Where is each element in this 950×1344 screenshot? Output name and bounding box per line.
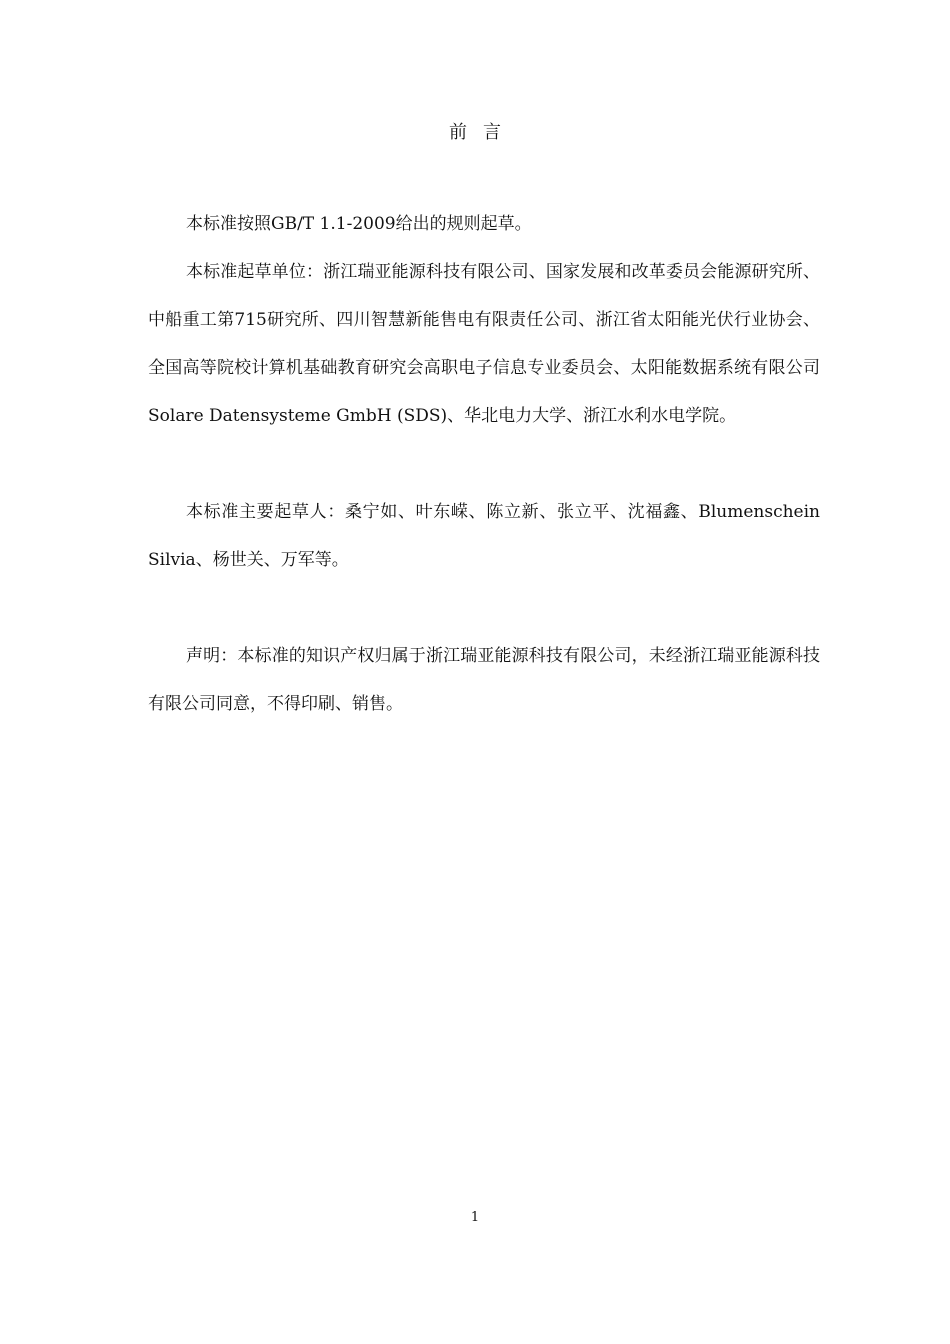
page-title: 前言 [449,122,517,143]
drafting-rule-text: 本标准按照GB/T 1.1-2009给出的规则起草。 [186,214,532,234]
drafting-rule-paragraph [148,200,820,248]
drafters-paragraph [148,488,820,584]
drafters-text: 本标准主要起草人：桑宁如、叶东嵘、陈立新、张立平、沈福鑫、Blumenschein Silvia、杨世关、万军等。 [148,502,820,570]
notice-text: 声明：本标准的知识产权归属于浙江瑞亚能源科技有限公司，未经浙江瑞亚能源科技有限公司同意，不得印刷、销售。 [148,646,820,714]
drafting-units-text: 本标准起草单位：浙江瑞亚能源科技有限公司、国家发展和改革委员会能源研究所、中船重工第715研究所、四川智慧新能售电有限责任公司、浙江省太阳能光伏行业协会、全国高等院校计算机基础教育研究会高职电子信息专业委员会、太阳能数据系统有限公司Solare Datensysteme GmbH (SDS)、华北电力大学、浙江水利水电学院。 [148,262,820,426]
drafting-units-paragraph [148,248,820,440]
page-number: 1 [470,1210,480,1225]
notice-paragraph [148,632,820,728]
